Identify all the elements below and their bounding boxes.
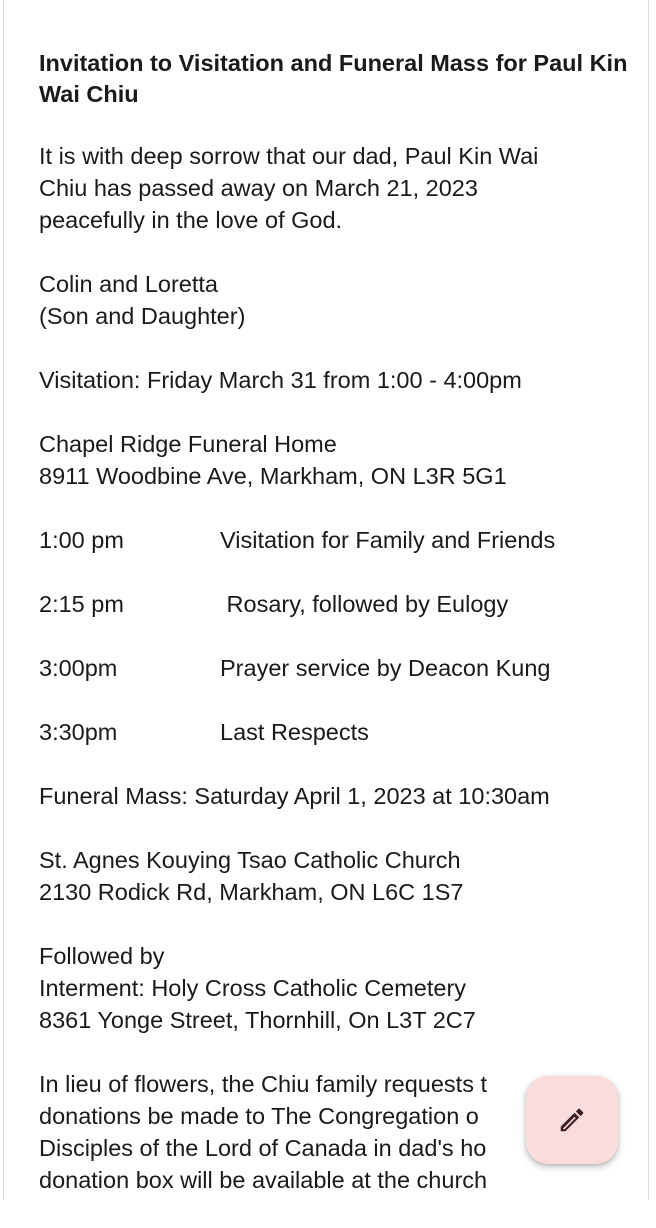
schedule-description: Visitation for Family and Friends: [220, 527, 556, 553]
schedule-time: 2:15 pm: [39, 591, 124, 617]
message-body: [39, 48, 629, 1228]
signature-names: Colin and Loretta: [39, 271, 218, 297]
visitation-line: Visitation: Friday March 31 from 1:00 - 4:00pm: [39, 367, 522, 393]
edit-fab-button[interactable]: [526, 1076, 618, 1164]
donations-line: In lieu of flowers, the Chiu family requests t: [39, 1071, 488, 1097]
schedule-row: [39, 524, 629, 556]
intro-paragraph: [39, 140, 629, 236]
interment-paragraph: [39, 940, 629, 1036]
intro-line: peacefully in the love of God.: [39, 207, 343, 233]
schedule-time: 1:00 pm: [39, 527, 124, 553]
intro-line: Chiu has passed away on March 21, 2023: [39, 175, 478, 201]
intro-line: It is with deep sorrow that our dad, Paul Kin Wai: [39, 143, 539, 169]
donations-line: Disciples of the Lord of Canada in dad's ho: [39, 1135, 487, 1161]
church-name: St. Agnes Kouying Tsao Catholic Church: [39, 847, 461, 873]
schedule-row: [39, 652, 629, 684]
invitation-title: Invitation to Visitation and Funeral Mass for Paul Kin Wai Chiu: [39, 50, 628, 107]
funeral-mass-line: Funeral Mass: Saturday April 1, 2023 at 10:30am: [39, 783, 550, 809]
interment-line: Followed by: [39, 943, 165, 969]
church-address: 2130 Rodick Rd, Markham, ON L6C 1S7: [39, 879, 464, 905]
signature-relation: (Son and Daughter): [39, 303, 246, 329]
interment-line: Interment: Holy Cross Catholic Cemetery: [39, 975, 467, 1001]
schedule-time: 3:00pm: [39, 655, 118, 681]
donations-line: donations be made to The Congregation o: [39, 1103, 479, 1129]
schedule-description: Last Respects: [220, 719, 369, 745]
schedule-row: [39, 716, 629, 748]
interment-line: 8361 Yonge Street, Thornhill, On L3T 2C7: [39, 1007, 476, 1033]
schedule-description: Prayer service by Deacon Kung: [220, 655, 551, 681]
venue-address: 8911 Woodbine Ave, Markham, ON L3R 5G1: [39, 463, 507, 489]
signature-paragraph: [39, 268, 629, 332]
schedule-row: [39, 588, 629, 620]
venue-name: Chapel Ridge Funeral Home: [39, 431, 337, 457]
schedule-time: 3:30pm: [39, 719, 118, 745]
pencil-icon: [557, 1105, 587, 1135]
visitation-venue: [39, 428, 629, 492]
donations-line: donation box will be available at the church: [39, 1167, 488, 1193]
schedule-description: Rosary, followed by Eulogy: [220, 591, 509, 617]
church-venue: [39, 844, 629, 908]
